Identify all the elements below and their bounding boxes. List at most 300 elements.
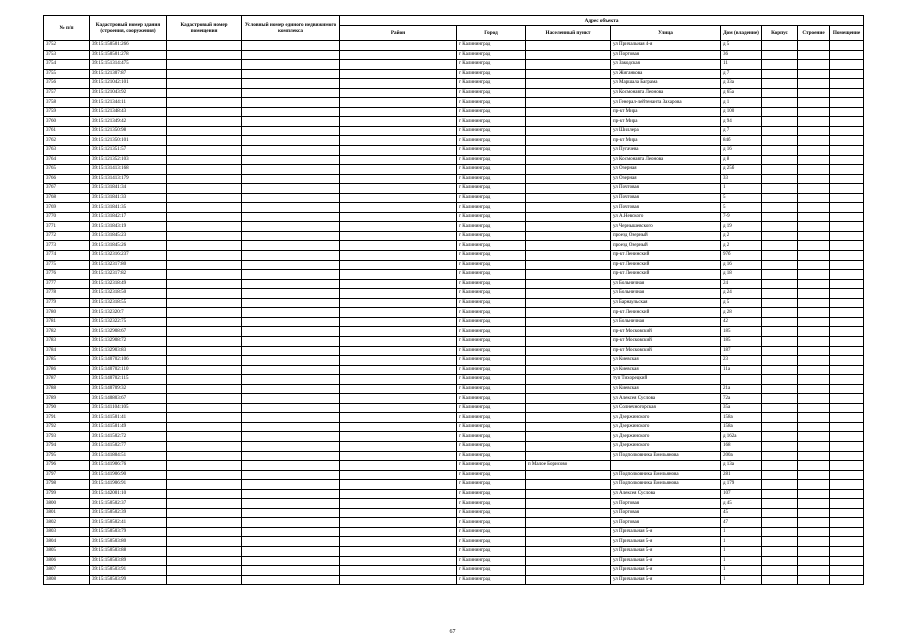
pomeshchenie-cell	[830, 508, 864, 518]
settlement-cell	[526, 327, 611, 337]
pomeshchenie-cell	[830, 241, 864, 251]
conditional-number-cell	[242, 203, 340, 213]
pomeshchenie-cell	[830, 289, 864, 299]
district-cell	[340, 203, 457, 213]
district-cell	[340, 375, 457, 385]
korpus-cell	[762, 69, 798, 79]
settlement-cell	[526, 432, 611, 442]
cadastral-number-cell: 39:15:132316:237	[90, 251, 167, 261]
pomeshchenie-cell	[830, 98, 864, 108]
street-cell: ул Больничная	[611, 279, 721, 289]
conditional-number-cell	[242, 451, 340, 461]
cadastral-number-cell: 39:15:132320:7	[90, 308, 167, 318]
district-cell	[340, 537, 457, 547]
house-cell: 33	[721, 174, 762, 184]
conditional-number-cell	[242, 270, 340, 280]
stroenie-cell	[798, 136, 830, 146]
row-number-cell: 3798	[44, 480, 90, 490]
table-row	[44, 60, 864, 70]
conditional-number-cell	[242, 441, 340, 451]
cadastral-number-cell: 39:15:150502:41	[90, 518, 167, 528]
street-cell: ул Причальная 5-я	[611, 546, 721, 556]
row-number-cell: 3761	[44, 126, 90, 136]
city-cell: г Калининград	[457, 384, 526, 394]
room-number-cell	[167, 413, 242, 423]
row-number-cell: 3780	[44, 308, 90, 318]
conditional-number-cell	[242, 174, 340, 184]
stroenie-cell	[798, 69, 830, 79]
settlement-cell	[526, 60, 611, 70]
settlement-cell	[526, 480, 611, 490]
pomeshchenie-cell	[830, 79, 864, 89]
row-number-cell: 3795	[44, 451, 90, 461]
city-cell: г Калининград	[457, 193, 526, 203]
city-cell: г Калининград	[457, 546, 526, 556]
conditional-number-cell	[242, 327, 340, 337]
city-cell: г Калининград	[457, 165, 526, 175]
stroenie-cell	[798, 212, 830, 222]
city-cell: г Калининград	[457, 356, 526, 366]
city-cell: г Калининград	[457, 98, 526, 108]
table-row	[44, 174, 864, 184]
row-number-cell: 3755	[44, 69, 90, 79]
room-number-cell	[167, 499, 242, 509]
street-cell: ул Портовая	[611, 518, 721, 528]
house-cell: 47	[721, 518, 762, 528]
cadastral-number-cell: 39:15:150503:80	[90, 537, 167, 547]
korpus-cell	[762, 537, 798, 547]
stroenie-cell	[798, 365, 830, 375]
table-row	[44, 546, 864, 556]
table-row	[44, 98, 864, 108]
pomeshchenie-cell	[830, 365, 864, 375]
street-cell: ул А.Невского	[611, 212, 721, 222]
house-cell: д 19	[721, 222, 762, 232]
cadastral-number-cell: 39:15:141104:105	[90, 403, 167, 413]
settlement-cell	[526, 136, 611, 146]
district-cell	[340, 241, 457, 251]
room-number-cell	[167, 279, 242, 289]
cadastral-number-cell: 39:15:150503:89	[90, 556, 167, 566]
house-cell: 281	[721, 470, 762, 480]
korpus-cell	[762, 546, 798, 556]
stroenie-cell	[798, 203, 830, 213]
korpus-cell	[762, 375, 798, 385]
table-row	[44, 537, 864, 547]
cadastral-number-cell: 39:15:121351:57	[90, 146, 167, 156]
city-cell: г Калининград	[457, 537, 526, 547]
house-cell: 5	[721, 193, 762, 203]
stroenie-cell	[798, 50, 830, 60]
city-cell: г Калининград	[457, 241, 526, 251]
district-cell	[340, 126, 457, 136]
district-cell	[340, 518, 457, 528]
room-number-cell	[167, 403, 242, 413]
room-number-cell	[167, 88, 242, 98]
stroenie-cell	[798, 222, 830, 232]
table-row	[44, 384, 864, 394]
stroenie-cell	[798, 346, 830, 356]
table-row	[44, 146, 864, 156]
settlement-cell	[526, 499, 611, 509]
conditional-number-cell	[242, 260, 340, 270]
district-cell	[340, 260, 457, 270]
cadastral-number-cell: 39:15:121350:98	[90, 126, 167, 136]
district-cell	[340, 117, 457, 127]
city-cell: г Калининград	[457, 279, 526, 289]
korpus-cell	[762, 575, 798, 585]
city-cell: г Калининград	[457, 289, 526, 299]
house-cell: 84б	[721, 136, 762, 146]
table-row	[44, 356, 864, 366]
cadastral-number-cell: 39:15:150503:99	[90, 575, 167, 585]
header-stroenie: Строение	[798, 26, 830, 41]
street-cell: ул Киевская	[611, 356, 721, 366]
table-row	[44, 470, 864, 480]
house-cell: 1	[721, 575, 762, 585]
table-row	[44, 88, 864, 98]
table-row	[44, 308, 864, 318]
stroenie-cell	[798, 146, 830, 156]
street-cell: ул Алексея Суслова	[611, 489, 721, 499]
house-cell: 5	[721, 203, 762, 213]
stroenie-cell	[798, 422, 830, 432]
street-cell: ул Космонавта Леонова	[611, 88, 721, 98]
table-row	[44, 566, 864, 576]
conditional-number-cell	[242, 365, 340, 375]
conditional-number-cell	[242, 403, 340, 413]
settlement-cell	[526, 566, 611, 576]
cadastral-number-cell: 39:15:121042:101	[90, 79, 167, 89]
house-cell: 1	[721, 527, 762, 537]
table-row	[44, 279, 864, 289]
cadastral-number-cell: 39:15:132903:83	[90, 346, 167, 356]
cadastral-number-cell: 39:15:150503:79	[90, 527, 167, 537]
district-cell	[340, 184, 457, 194]
house-cell: д 8	[721, 155, 762, 165]
pomeshchenie-cell	[830, 470, 864, 480]
stroenie-cell	[798, 441, 830, 451]
room-number-cell	[167, 184, 242, 194]
settlement-cell	[526, 251, 611, 261]
street-cell: пр-кт Ленинский	[611, 251, 721, 261]
korpus-cell	[762, 231, 798, 241]
settlement-cell	[526, 146, 611, 156]
street-cell: ул Пугачева	[611, 146, 721, 156]
row-number-cell: 3796	[44, 461, 90, 471]
room-number-cell	[167, 50, 242, 60]
cadastral-number-cell: 39:15:150502:39	[90, 508, 167, 518]
table-row	[44, 117, 864, 127]
pomeshchenie-cell	[830, 212, 864, 222]
city-cell: г Калининград	[457, 375, 526, 385]
pomeshchenie-cell	[830, 193, 864, 203]
table-row	[44, 222, 864, 232]
pomeshchenie-cell	[830, 451, 864, 461]
row-number-cell: 3765	[44, 165, 90, 175]
street-cell: пр-кт Московский	[611, 327, 721, 337]
street-cell: ул Дзержинского	[611, 413, 721, 423]
street-cell: ул Почтовая	[611, 203, 721, 213]
pomeshchenie-cell	[830, 203, 864, 213]
room-number-cell	[167, 222, 242, 232]
city-cell: г Калининград	[457, 308, 526, 318]
settlement-cell	[526, 69, 611, 79]
room-number-cell	[167, 384, 242, 394]
stroenie-cell	[798, 403, 830, 413]
table-row	[44, 432, 864, 442]
table-row	[44, 518, 864, 528]
row-number-cell: 3792	[44, 422, 90, 432]
conditional-number-cell	[242, 41, 340, 51]
city-cell: г Калининград	[457, 203, 526, 213]
cadastral-number-cell: 39:15:140709:32	[90, 384, 167, 394]
street-cell: ул Причальная 5-я	[611, 537, 721, 547]
table-row	[44, 317, 864, 327]
table-row	[44, 422, 864, 432]
conditional-number-cell	[242, 489, 340, 499]
korpus-cell	[762, 251, 798, 261]
pomeshchenie-cell	[830, 480, 864, 490]
pomeshchenie-cell	[830, 413, 864, 423]
house-cell: д 28	[721, 308, 762, 318]
stroenie-cell	[798, 193, 830, 203]
cadastral-number-cell: 39:15:131842:17	[90, 212, 167, 222]
row-number-cell: 3784	[44, 346, 90, 356]
room-number-cell	[167, 231, 242, 241]
street-cell: пр-кт Московский	[611, 346, 721, 356]
table-row	[44, 394, 864, 404]
korpus-cell	[762, 432, 798, 442]
conditional-number-cell	[242, 165, 340, 175]
room-number-cell	[167, 566, 242, 576]
conditional-number-cell	[242, 346, 340, 356]
street-cell: проезд Озерный	[611, 231, 721, 241]
korpus-cell	[762, 384, 798, 394]
cadastral-number-cell: 39:15:141501:41	[90, 413, 167, 423]
table-row	[44, 203, 864, 213]
cadastral-number-cell: 39:15:140702:106	[90, 356, 167, 366]
settlement-cell	[526, 231, 611, 241]
district-cell	[340, 365, 457, 375]
pomeshchenie-cell	[830, 537, 864, 547]
korpus-cell	[762, 222, 798, 232]
cadastral-number-cell: 39:15:132317:80	[90, 260, 167, 270]
table-row	[44, 451, 864, 461]
table-row	[44, 184, 864, 194]
korpus-cell	[762, 461, 798, 471]
header-settlement: Населенный пункт	[526, 26, 611, 41]
city-cell: г Калининград	[457, 327, 526, 337]
conditional-number-cell	[242, 289, 340, 299]
district-cell	[340, 165, 457, 175]
cadastral-number-cell: 39:15:131845:26	[90, 241, 167, 251]
pomeshchenie-cell	[830, 527, 864, 537]
street-cell: ул Почтовая	[611, 184, 721, 194]
settlement-cell	[526, 441, 611, 451]
stroenie-cell	[798, 117, 830, 127]
row-number-cell: 3801	[44, 508, 90, 518]
district-cell	[340, 566, 457, 576]
city-cell: г Калининград	[457, 508, 526, 518]
settlement-cell	[526, 107, 611, 117]
street-cell	[611, 461, 721, 471]
room-number-cell	[167, 356, 242, 366]
settlement-cell	[526, 489, 611, 499]
house-cell: 200а	[721, 451, 762, 461]
conditional-number-cell	[242, 155, 340, 165]
district-cell	[340, 356, 457, 366]
settlement-cell	[526, 384, 611, 394]
street-cell: пр-кт Ленинский	[611, 260, 721, 270]
row-number-cell: 3774	[44, 251, 90, 261]
korpus-cell	[762, 527, 798, 537]
row-number-cell: 3766	[44, 174, 90, 184]
stroenie-cell	[798, 508, 830, 518]
room-number-cell	[167, 365, 242, 375]
cadastral-number-cell: 39:15:121350:101	[90, 136, 167, 146]
room-number-cell	[167, 41, 242, 51]
city-cell: г Калининград	[457, 527, 526, 537]
cadastral-number-cell: 39:15:150502:37	[90, 499, 167, 509]
house-cell: д 18	[721, 270, 762, 280]
stroenie-cell	[798, 231, 830, 241]
pomeshchenie-cell	[830, 126, 864, 136]
row-number-cell: 3789	[44, 394, 90, 404]
house-cell: 185	[721, 336, 762, 346]
row-number-cell: 3779	[44, 298, 90, 308]
house-cell: д 33а	[721, 79, 762, 89]
korpus-cell	[762, 518, 798, 528]
street-cell: ул Причальная 5-я	[611, 575, 721, 585]
conditional-number-cell	[242, 212, 340, 222]
stroenie-cell	[798, 327, 830, 337]
stroenie-cell	[798, 432, 830, 442]
cadastral-number-cell: 39:15:142001:10	[90, 489, 167, 499]
cadastral-number-cell: 39:15:140803:67	[90, 394, 167, 404]
settlement-cell	[526, 270, 611, 280]
city-cell: г Калининград	[457, 346, 526, 356]
pomeshchenie-cell	[830, 251, 864, 261]
house-cell	[721, 375, 762, 385]
row-number-cell: 3783	[44, 336, 90, 346]
house-cell: 7-9	[721, 212, 762, 222]
conditional-number-cell	[242, 317, 340, 327]
settlement-cell	[526, 222, 611, 232]
row-number-cell: 3793	[44, 432, 90, 442]
pomeshchenie-cell	[830, 422, 864, 432]
street-cell: ул Причальная 5-я	[611, 556, 721, 566]
cadastral-number-cell: 39:15:131413:179	[90, 174, 167, 184]
settlement-cell	[526, 451, 611, 461]
settlement-cell	[526, 193, 611, 203]
stroenie-cell	[798, 336, 830, 346]
room-number-cell	[167, 527, 242, 537]
city-cell: г Калининград	[457, 413, 526, 423]
stroenie-cell	[798, 241, 830, 251]
table-row	[44, 241, 864, 251]
settlement-cell	[526, 556, 611, 566]
cadastral-number-cell: 39:15:140702:110	[90, 365, 167, 375]
conditional-number-cell	[242, 136, 340, 146]
conditional-number-cell	[242, 432, 340, 442]
address-table	[43, 15, 864, 585]
stroenie-cell	[798, 546, 830, 556]
pomeshchenie-cell	[830, 298, 864, 308]
room-number-cell	[167, 241, 242, 251]
street-cell: ул Причальная 4-я	[611, 41, 721, 51]
row-number-cell: 3775	[44, 260, 90, 270]
stroenie-cell	[798, 126, 830, 136]
korpus-cell	[762, 184, 798, 194]
house-cell: 185	[721, 327, 762, 337]
settlement-cell	[526, 298, 611, 308]
conditional-number-cell	[242, 575, 340, 585]
pomeshchenie-cell	[830, 146, 864, 156]
table-row	[44, 403, 864, 413]
table-row	[44, 346, 864, 356]
room-number-cell	[167, 212, 242, 222]
cadastral-number-cell: 39:15:132322:75	[90, 317, 167, 327]
pomeshchenie-cell	[830, 441, 864, 451]
pomeshchenie-cell	[830, 174, 864, 184]
korpus-cell	[762, 327, 798, 337]
city-cell: г Калининград	[457, 403, 526, 413]
city-cell: г Калининград	[457, 556, 526, 566]
conditional-number-cell	[242, 298, 340, 308]
korpus-cell	[762, 566, 798, 576]
stroenie-cell	[798, 88, 830, 98]
room-number-cell	[167, 270, 242, 280]
stroenie-cell	[798, 384, 830, 394]
pomeshchenie-cell	[830, 136, 864, 146]
row-number-cell: 3804	[44, 537, 90, 547]
korpus-cell	[762, 403, 798, 413]
korpus-cell	[762, 556, 798, 566]
street-cell: ул Причальная 5-я	[611, 566, 721, 576]
conditional-number-cell	[242, 356, 340, 366]
cadastral-number-cell: 39:15:131413:168	[90, 165, 167, 175]
conditional-number-cell	[242, 480, 340, 490]
district-cell	[340, 60, 457, 70]
house-cell: 21а	[721, 384, 762, 394]
stroenie-cell	[798, 317, 830, 327]
stroenie-cell	[798, 499, 830, 509]
room-number-cell	[167, 60, 242, 70]
korpus-cell	[762, 394, 798, 404]
korpus-cell	[762, 317, 798, 327]
korpus-cell	[762, 422, 798, 432]
korpus-cell	[762, 107, 798, 117]
street-cell: ул Портовая	[611, 508, 721, 518]
conditional-number-cell	[242, 241, 340, 251]
row-number-cell: 3803	[44, 527, 90, 537]
stroenie-cell	[798, 279, 830, 289]
table-row	[44, 126, 864, 136]
cadastral-number-cell: 39:15:141501:49	[90, 422, 167, 432]
korpus-cell	[762, 260, 798, 270]
house-cell: д 162а	[721, 432, 762, 442]
city-cell: г Калининград	[457, 88, 526, 98]
korpus-cell	[762, 489, 798, 499]
conditional-number-cell	[242, 98, 340, 108]
conditional-number-cell	[242, 193, 340, 203]
pomeshchenie-cell	[830, 575, 864, 585]
cadastral-number-cell: 39:15:141906:91	[90, 480, 167, 490]
room-number-cell	[167, 461, 242, 471]
korpus-cell	[762, 508, 798, 518]
stroenie-cell	[798, 60, 830, 70]
